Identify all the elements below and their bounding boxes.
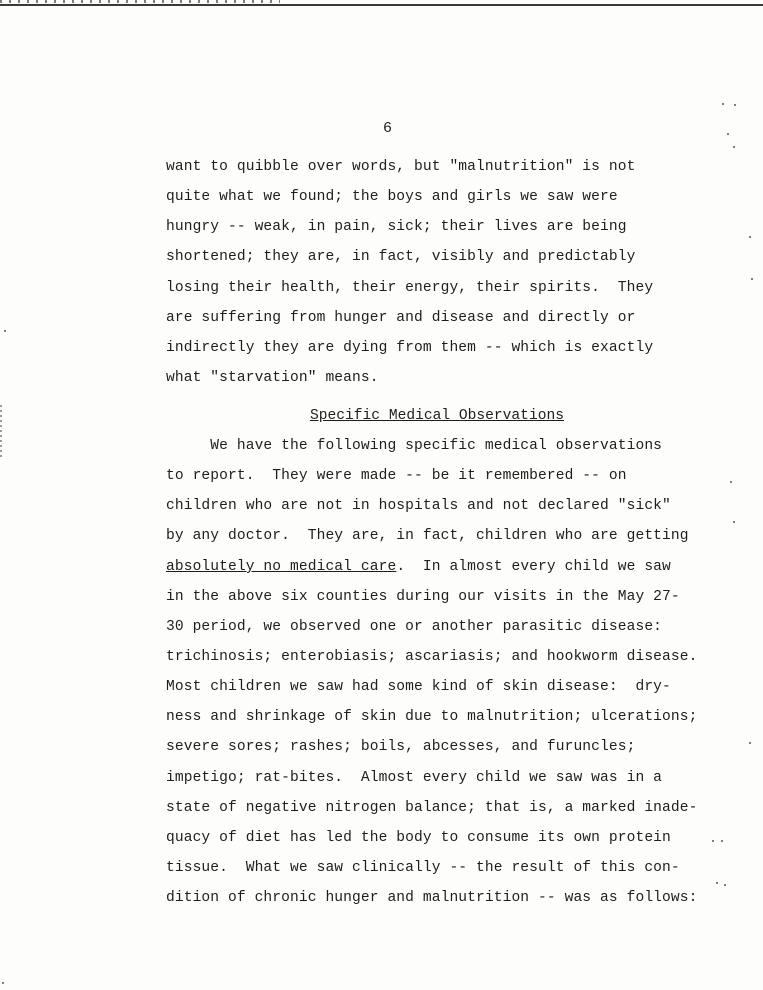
body-line: want to quibble over words, but "malnutrition" is not: [166, 159, 636, 175]
body-line: tissue. What we saw clinically -- the result of this con-: [166, 860, 680, 876]
body-line: dition of chronic hunger and malnutrition -- was as follows:: [166, 890, 698, 906]
body-line: state of negative nitrogen balance; that is, a marked inade-: [166, 800, 698, 816]
section-heading: Specific Medical Observations: [310, 408, 564, 424]
body-line: children who are not in hospitals and not declared "sick": [166, 498, 671, 514]
scan-speck: [734, 104, 736, 106]
body-line: We have the following specific medical observations: [166, 438, 663, 454]
scan-speck: [724, 884, 726, 886]
body-line: in the above six counties during our visits in the May 27-: [166, 589, 680, 605]
body-line: by any doctor. They are, in fact, children who are getting: [166, 528, 689, 544]
body-line: indirectly they are dying from them -- which is exactly: [166, 340, 654, 356]
body-line: to report. They were made -- be it remembered -- on: [166, 468, 627, 484]
body-line: quite what we found; the boys and girls we saw were: [166, 189, 618, 205]
scan-speck: [749, 742, 751, 744]
scan-speck: [712, 840, 714, 842]
body-line: quacy of diet has led the body to consume its own protein: [166, 830, 671, 846]
left-edge-scan-mark: [0, 405, 2, 460]
scan-speck: [2, 982, 4, 984]
scan-speck: [727, 133, 729, 135]
scan-speck: [722, 103, 724, 105]
body-line: [166, 559, 671, 575]
scan-speck: [4, 330, 6, 332]
scan-speck: [733, 521, 735, 523]
body-line: are suffering from hunger and disease and directly or: [166, 310, 636, 326]
scan-speck: [749, 236, 751, 238]
scan-speck: [721, 840, 723, 842]
underlined-phrase: absolutely no medical care: [166, 559, 397, 575]
line-continuation: . In almost every child we saw: [396, 559, 671, 575]
scan-speck: [733, 146, 735, 148]
body-line: losing their health, their energy, their spirits. They: [166, 280, 654, 296]
body-line: trichinosis; enterobiasis; ascariasis; and hookworm disease.: [166, 649, 698, 665]
top-border-dots: [0, 0, 280, 3]
body-line: what "starvation" means.: [166, 370, 379, 386]
body-line: severe sores; rashes; boils, abcesses, and furuncles;: [166, 739, 636, 755]
scan-speck: [730, 481, 732, 483]
body-line: ness and shrinkage of skin due to malnutrition; ulcerations;: [166, 709, 698, 725]
body-line: hungry -- weak, in pain, sick; their lives are being: [166, 219, 627, 235]
body-line: shortened; they are, in fact, visibly and predictably: [166, 249, 636, 265]
scan-speck: [751, 278, 753, 280]
top-border-line: [0, 4, 763, 6]
body-line: 30 period, we observed one or another parasitic disease:: [166, 619, 663, 635]
scan-speck: [716, 882, 718, 884]
page-number: 6: [383, 120, 393, 137]
body-line: impetigo; rat-bites. Almost every child we saw was in a: [166, 770, 663, 786]
body-line: Most children we saw had some kind of skin disease: dry-: [166, 679, 671, 695]
